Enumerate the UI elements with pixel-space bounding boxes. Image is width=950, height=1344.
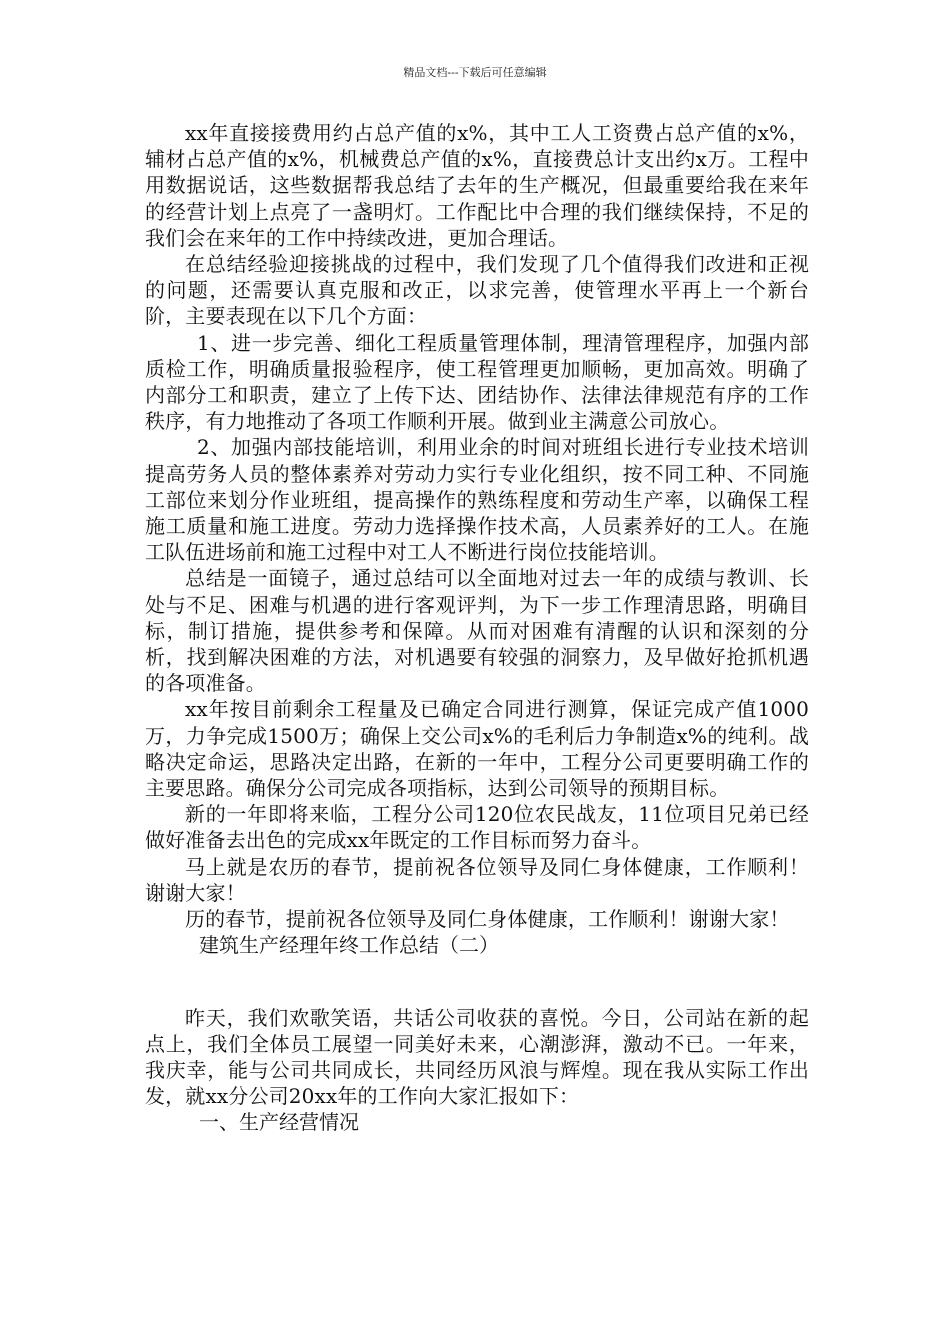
paragraph-cost-summary: xx年直接接费用约占总产值的x%，其中工人工资费占总产值的x%，辅材占总产值的x%，机械费总产值的x%，直接费总计支出约x万。工程中用数据说话，这些数据帮我总结了去年的生产概况，但最重要给我在来年的经营计划上点亮了一盏明灯。工作配比中合理的我们继续保持，不足的我们会在来年的工作中持续改进，更加合理话。 (145, 121, 809, 250)
page-header: 精品文档---下载后可任意编辑 (403, 66, 547, 79)
blank-line (145, 959, 809, 1005)
paragraph-mirror: 总结是一面镜子，通过总结可以全面地对过去一年的成绩与教训、长处与不足、困难与机遇的进行客观评判，为下一步工作理清思路，明确目标，制订措施，提供参考和保障。从而对困难有清醒的认识和深刻的分析，找到解决困难的方法，对机遇要有较强的洞察力，及早做好抢抓机遇的各项准备。 (145, 566, 809, 696)
document-subtitle: 建筑生产经理年终工作总结（二） (199, 933, 499, 958)
paragraph-greeting-repeat: 历的春节，提前祝各位领导及同仁身体健康，工作顺利！谢谢大家！ (185, 907, 790, 932)
paragraph-intro: 昨天，我们欢歌笑语，共话公司收获的喜悦。今日，公司站在新的起点上，我们全体员工展望一同美好未来，心潮澎湃，激动不已。一年来，我庆幸，能与公司共同成长，共同经历风浪与辉煌。现在我从实际工作出发，就xx分公司20xx年的工作向大家汇报如下： (145, 1005, 809, 1109)
paragraph-new-year: 新的一年即将来临，工程分公司120位农民战友，11位项目兄弟已经做好准备去出色的完成xx年既定的工作目标而努力奋斗。 (145, 802, 809, 853)
section-heading: 一、生产经营情况 (199, 1110, 359, 1135)
paragraph-item-2: 2、加强内部技能培训，利用业余的时间对班组长进行专业技术培训提高劳务人员的整体素养对劳动力实行专业化组织，按不同工种、不同施工部位来划分作业班组，提高操作的熟练程度和劳动生产率，以确保工程施工质量和施工进度。劳动力选择操作技术高，人员素养好的工人。在施工队伍进场前和施工过程中对工人不断进行岗位技能培训。 (145, 435, 809, 565)
paragraph-greeting: 马上就是农历的春节，提前祝各位领导及同仁身体健康，工作顺利！谢谢大家！ (145, 854, 809, 905)
paragraph-item-1: 1、进一步完善、细化工程质量管理体制，理清管理程序，加强内部质检工作，明确质量报验程序，使工程管理更加顺畅，更加高效。明确了内部分工和职责，建立了上传下达、团结协作、法律法律规范有序的工作秩序，有力地推动了各项工作顺利开展。做到业主满意公司放心。 (145, 330, 809, 434)
paragraph-targets: xx年按目前剩余工程量及已确定合同进行测算，保证完成产值1000万，力争完成1500万；确保上交公司x%的毛利后力争制造x%的纯利。战略决定命运，思路决定出路，在新的一年中，工程分公司更要明确工作的主要思路。确保分公司完成各项指标，达到公司领导的预期目标。 (145, 697, 809, 801)
document-body (145, 120, 809, 1136)
paragraph-problems-intro: 在总结经验迎接挑战的过程中，我们发现了几个值得我们改进和正视的问题，还需要认真克服和改正，以求完善，使管理水平再上一个新台阶，主要表现在以下几个方面： (145, 252, 809, 329)
